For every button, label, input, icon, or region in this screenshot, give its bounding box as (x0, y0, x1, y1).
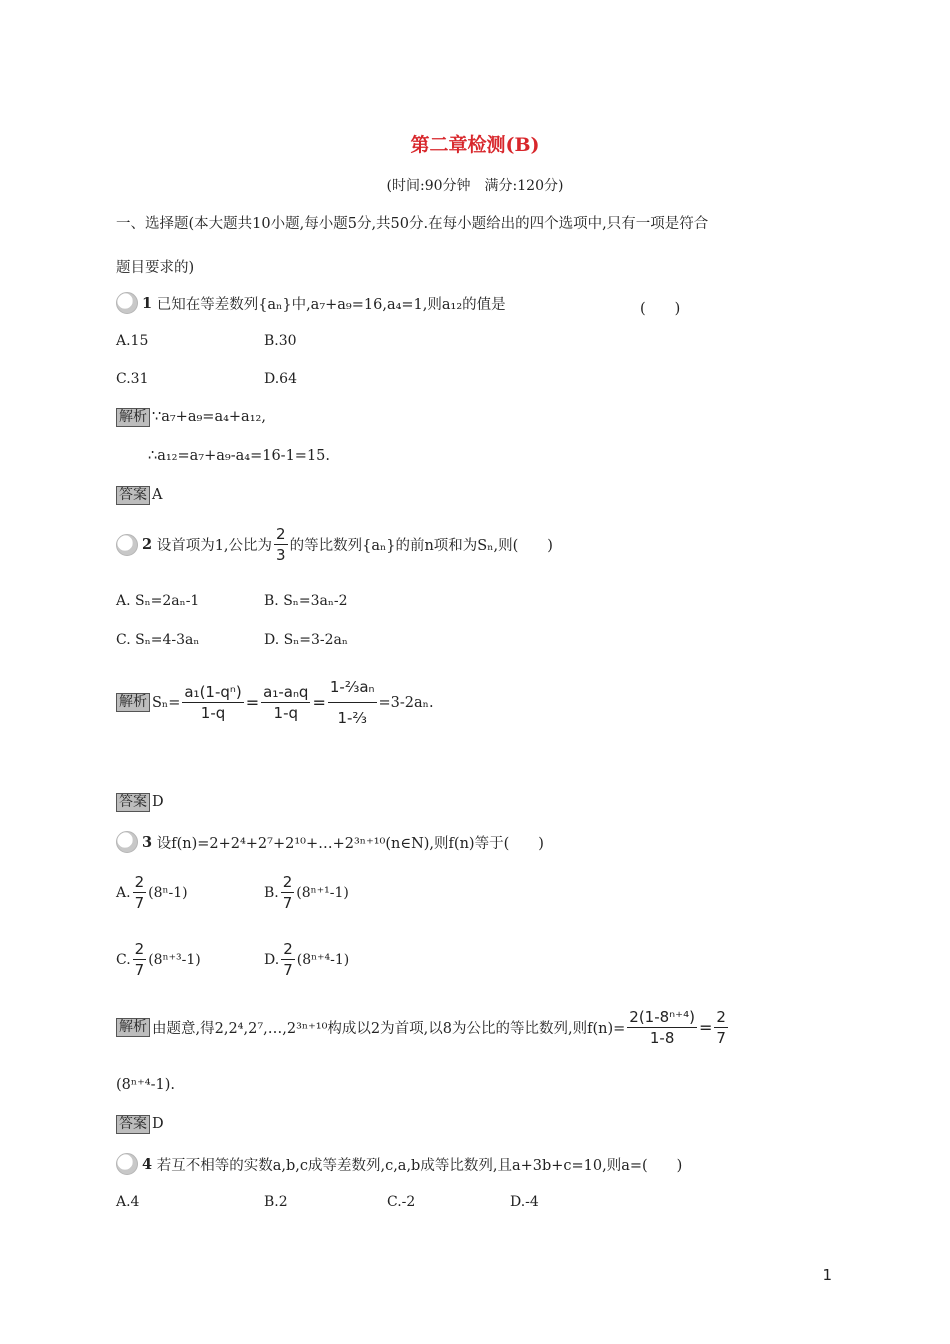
fraction-numerator: 2 (282, 873, 293, 891)
ratio-fraction (274, 524, 288, 565)
analysis-tag: 解析 (116, 1018, 150, 1037)
option-b: B. Sₙ=3aₙ-2 (264, 593, 348, 609)
question-2 (116, 524, 553, 565)
fraction-numerator: 2 (134, 873, 145, 891)
formula-fraction-2 (714, 1007, 728, 1048)
answer-tag: 答案 (116, 793, 150, 812)
option-c: C.-2 (387, 1194, 416, 1210)
option-a (116, 872, 188, 913)
question-number: 4 (142, 1155, 153, 1173)
option-letter: A. (116, 884, 131, 901)
answer-tag: 答案 (116, 486, 150, 505)
option-d: D.-4 (510, 1194, 539, 1210)
question-bullet-icon (116, 292, 138, 314)
question-bullet-icon (116, 1153, 138, 1175)
fraction-denominator: 1-⅔ (337, 709, 367, 727)
question-bullet-icon (116, 831, 138, 853)
answer (116, 793, 164, 812)
fraction-denominator: 3 (276, 546, 286, 564)
formula-fraction-2 (261, 682, 310, 723)
analysis-line-2: ∴a₁₂=a₇+a₉-a₄=16-1=15. (148, 448, 331, 464)
option-b (264, 872, 349, 913)
section-heading: 一、选择题(本大题共10小题,每小题5分,共50分.在每小题给出的四个选项中,只有一项是符合 (116, 216, 709, 232)
fraction-numerator: 2 (283, 940, 293, 958)
option-letter: C. (116, 951, 131, 968)
option-letter: D. (264, 951, 280, 968)
fraction-numerator: 2 (276, 525, 286, 543)
analysis-tag: 解析 (116, 408, 150, 427)
question-stem: 已知在等差数列{aₙ}中,a₇+a₉=16,a₄=1,则a₁₂的值是 (156, 296, 506, 313)
option-letter: B. (264, 884, 279, 901)
answer-paren: ( ) (640, 301, 681, 317)
analysis: 解析 Sₙ= $\frac{\text{a₁(1-qⁿ)}}{1-q}$ = $\frac{\text{a₁-aₙq}}{1-q}$ = $\frac{\text{1-⅔aₙ}}{\text{1-⅔}}$ =3-2aₙ. (116, 672, 434, 733)
question-stem-b: 的等比数列{aₙ}的前n项和为Sₙ,则( ) (289, 538, 553, 554)
question-stem: 设f(n)=2+2⁴+2⁷+2¹⁰+…+2³ⁿ⁺¹⁰(n∈N),则f(n)等于( ) (156, 835, 544, 852)
fraction-denominator: 1-q (200, 704, 226, 722)
page-number: 1 (822, 1266, 832, 1284)
fraction-numerator: 2 (134, 940, 145, 958)
question-number: 3 (142, 833, 153, 851)
analysis-text: 由题意,得2,2⁴,2⁷,…,2³ⁿ⁺¹⁰构成以2为首项,以8为公比的等比数列,则f(n)= (152, 1021, 626, 1037)
question-stem: 若互不相等的实数a,b,c成等差数列,c,a,b成等比数列,且a+3b+c=10,则a=( ) (156, 1157, 683, 1174)
option-d: D. Sₙ=3-2aₙ (264, 632, 348, 648)
option-text: (8ⁿ⁺³-1) (148, 951, 201, 968)
option-d: D.64 (264, 371, 297, 387)
answer (116, 1115, 164, 1134)
question-bullet-icon (116, 534, 138, 556)
option-c: C.31 (116, 371, 149, 387)
analysis-lhs: Sₙ= (152, 694, 181, 711)
page-title: 第二章检测(B) (410, 134, 540, 156)
question-number: 1 (142, 294, 153, 312)
analysis-tag: 解析 (116, 693, 150, 712)
question-1 (116, 292, 506, 314)
analysis-line-1: ∵a₇+a₉=a₄+a₁₂, (152, 409, 266, 425)
option-d (264, 939, 349, 980)
option-b: B.2 (264, 1194, 288, 1210)
fraction-numerator: a₁-aₙq (263, 683, 309, 701)
option-text: (8ⁿ-1) (148, 884, 188, 901)
fraction-numerator: 2(1-8ⁿ⁺⁴) (629, 1008, 695, 1026)
answer (116, 486, 162, 505)
analysis-cont: (8ⁿ⁺⁴-1). (116, 1077, 176, 1093)
option-c (116, 939, 201, 980)
question-number: 2 (142, 536, 153, 553)
option-b: B.30 (264, 333, 297, 349)
fraction-denominator: 1-q (273, 704, 299, 722)
fraction-numerator: a₁(1-qⁿ) (184, 683, 242, 701)
option-c: C. Sₙ=4-3aₙ (116, 632, 200, 648)
fraction-denominator: 7 (716, 1029, 726, 1047)
exam-info: (时间:90分钟 满分:120分) (386, 178, 564, 194)
question-stem-a: 设首项为1,公比为 (156, 538, 273, 554)
analysis-rhs: =3-2aₙ. (378, 694, 434, 711)
fraction-denominator: 7 (282, 894, 293, 912)
option-text: (8ⁿ⁺⁴-1) (296, 951, 350, 968)
answer-tag: 答案 (116, 1115, 150, 1134)
fraction-denominator: 1-8 (649, 1029, 675, 1047)
analysis (116, 408, 266, 427)
option-a: A.4 (116, 1194, 140, 1210)
formula-fraction-1 (182, 682, 243, 723)
question-3 (116, 831, 544, 853)
fraction-denominator: 7 (134, 961, 145, 979)
section-heading-cont: 题目要求的) (116, 260, 195, 276)
fraction-denominator: 7 (134, 894, 145, 912)
formula-fraction-1 (627, 1007, 697, 1048)
analysis: 解析 由题意,得2,2⁴,2⁷,…,2³ⁿ⁺¹⁰构成以2为首项,以8为公比的等比数列,则f(n)= $\frac{\text{2(1-8ⁿ⁺⁴)}}{1-8}$ = $\frac{2}{7}$ (116, 1007, 730, 1048)
answer-value: A (152, 487, 163, 503)
formula-fraction-3 (328, 672, 377, 733)
answer-value: D (152, 1116, 164, 1132)
fraction-numerator: 2 (716, 1008, 726, 1026)
option-a: A. Sₙ=2aₙ-1 (116, 593, 200, 609)
fraction-numerator: 1-⅔aₙ (328, 672, 377, 703)
fraction-denominator: 7 (283, 961, 293, 979)
question-4 (116, 1153, 682, 1175)
answer-value: D (152, 794, 164, 810)
option-a: A.15 (116, 333, 149, 349)
option-text: (8ⁿ⁺¹-1) (296, 884, 349, 901)
